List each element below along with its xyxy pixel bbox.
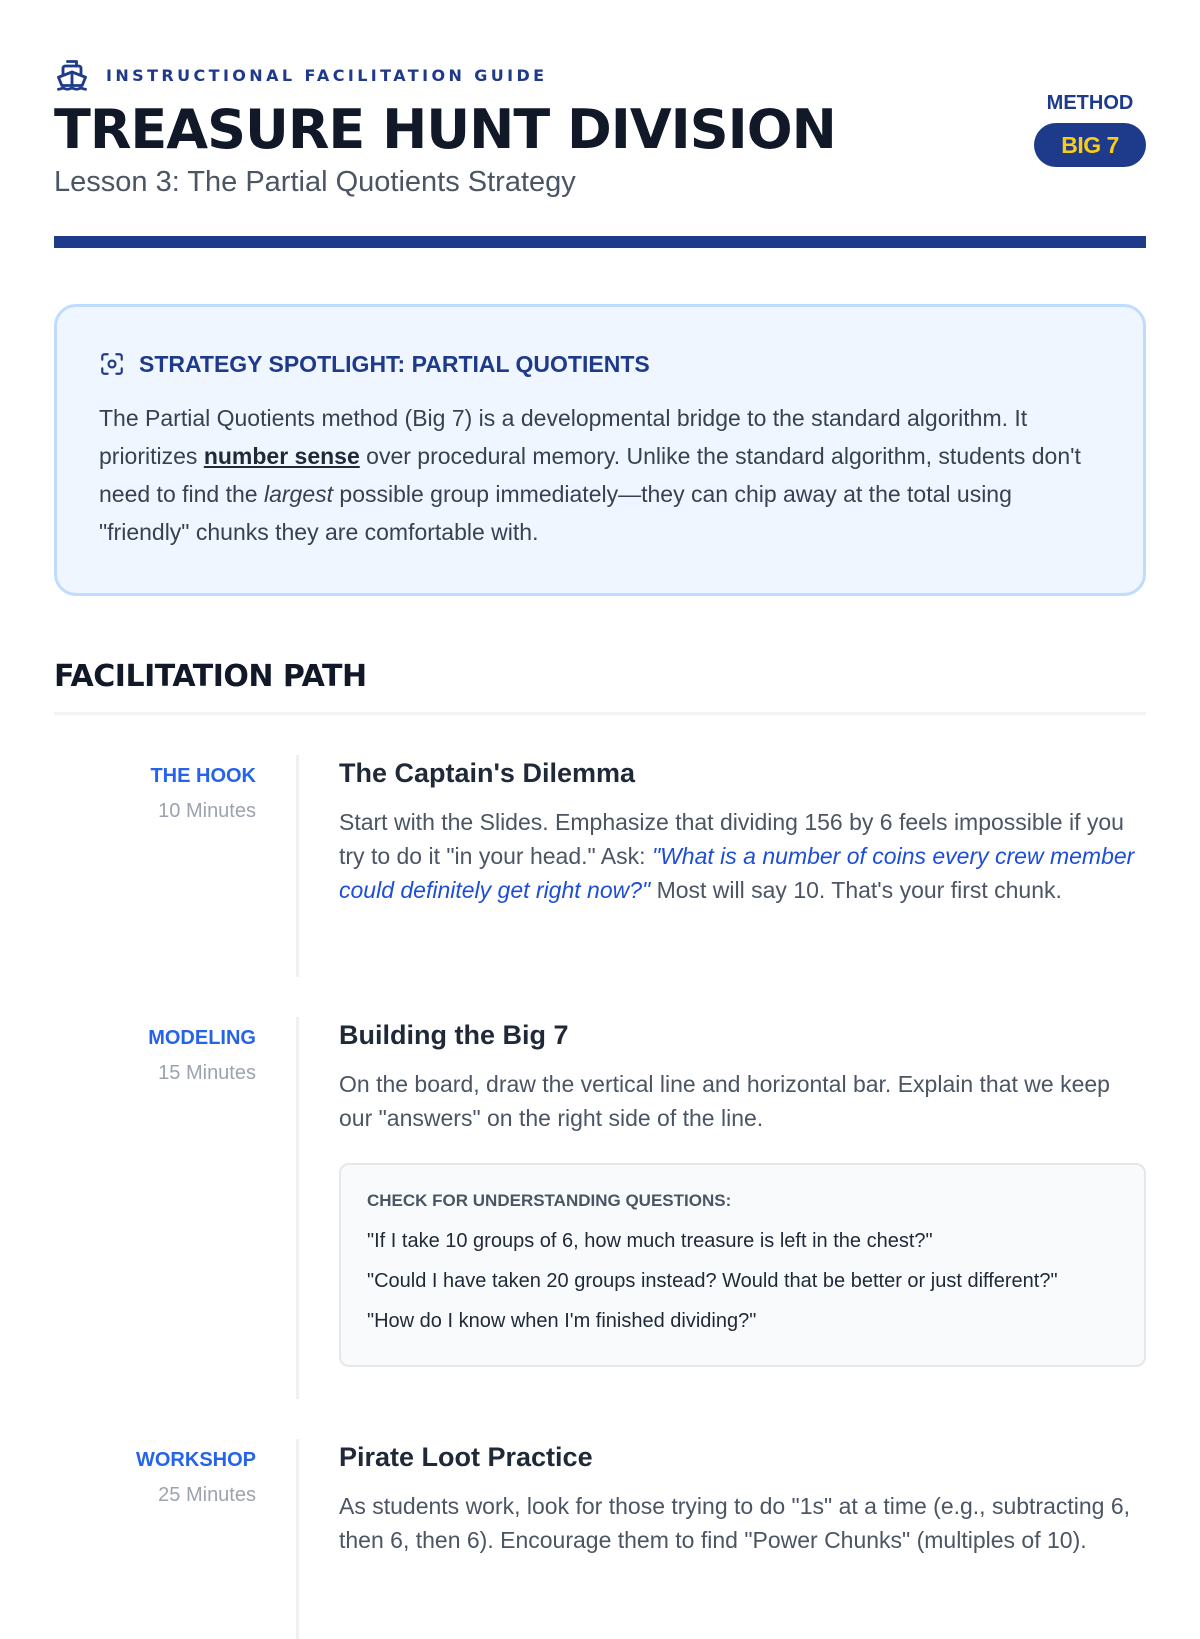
spotlight-header: [99, 347, 1101, 381]
step-text: As students work, look for those trying to do "1s" at a time (e.g., subtracting 6, then 6, then 6). Encourage them to find "Power Chunks" (multiples of 10).: [339, 1493, 1131, 1553]
step-label: MODELING: [148, 1027, 256, 1049]
header: [54, 0, 1146, 248]
method-label: METHOD: [1046, 92, 1134, 114]
step-text: On the board, draw the vertical line and horizontal bar. Explain that we keep our "answers" on the right side of the line.: [339, 1071, 1110, 1131]
strategy-spotlight-card: [54, 304, 1146, 596]
page-subtitle: Lesson 3: The Partial Quotients Strategy: [54, 166, 576, 198]
step-body: [299, 755, 1146, 977]
step-duration: 15 Minutes: [158, 1062, 256, 1084]
step-duration: 25 Minutes: [158, 1484, 256, 1506]
step-text-part: Start with the Slides. Emphasize that dividing 156 by 6 feels impossible if you try to do it "in your head." Ask:: [339, 809, 1124, 869]
step-body: [299, 1439, 1146, 1639]
check-for-understanding-box: [339, 1163, 1146, 1367]
step-meta: [54, 1439, 296, 1639]
step-hook: [54, 755, 1146, 977]
spotlight-text-1: The Partial Quotients method (Big 7) is a developmental bridge to the standard algorithm. It prioritizes: [99, 405, 1028, 469]
step-text: [339, 805, 1146, 907]
spotlight-text-3: possible group immediately—they can chip away at the total using "friendly" chunks they are comfortable with.: [99, 481, 1012, 545]
eyebrow: [54, 58, 1146, 92]
spotlight-emphasis: number sense: [203, 443, 360, 469]
cfu-question: "If I take 10 groups of 6, how much treasure is left in the chest?": [367, 1230, 933, 1252]
cfu-title: CHECK FOR UNDERSTANDING QUESTIONS:: [367, 1191, 732, 1210]
cfu-question: "How do I know when I'm finished dividing?": [367, 1310, 757, 1332]
section-title: FACILITATION PATH: [54, 659, 367, 694]
step-label: THE HOOK: [150, 765, 256, 787]
page-title: TREASURE HUNT DIVISION: [54, 98, 836, 161]
step-title: Pirate Loot Practice: [339, 1442, 593, 1472]
header-divider: [54, 236, 1146, 248]
cfu-question: "Could I have taken 20 groups instead? Would that be better or just different?": [367, 1270, 1058, 1292]
step-meta: [54, 1017, 296, 1399]
step-text-part: Most will say 10. That's your first chunk.: [650, 877, 1062, 903]
step-body: [299, 1017, 1146, 1399]
method-block: [1034, 92, 1146, 167]
step-quote: "What is a number of coins every crew member could definitely get right now?": [339, 843, 1135, 903]
method-badge: BIG 7: [1034, 123, 1146, 167]
step-duration: 10 Minutes: [158, 800, 256, 822]
section-divider: [54, 712, 1146, 715]
step-title: Building the Big 7: [339, 1020, 569, 1050]
step-meta: [54, 755, 296, 977]
spotlight-text-2: over procedural memory. Unlike the standard algorithm, students don't need to find the: [99, 443, 1081, 507]
spotlight-italic: largest: [263, 481, 334, 507]
spotlight-title: STRATEGY SPOTLIGHT: PARTIAL QUOTIENTS: [139, 350, 650, 377]
spotlight-body: [99, 399, 1101, 551]
eyebrow-text: INSTRUCTIONAL FACILITATION GUIDE: [106, 65, 548, 85]
step-title: The Captain's Dilemma: [339, 758, 635, 788]
focus-icon: [99, 351, 125, 377]
ship-icon: [54, 57, 90, 93]
step-label: WORKSHOP: [136, 1449, 256, 1471]
step-workshop: [54, 1439, 1146, 1639]
step-modeling: [54, 1017, 1146, 1399]
